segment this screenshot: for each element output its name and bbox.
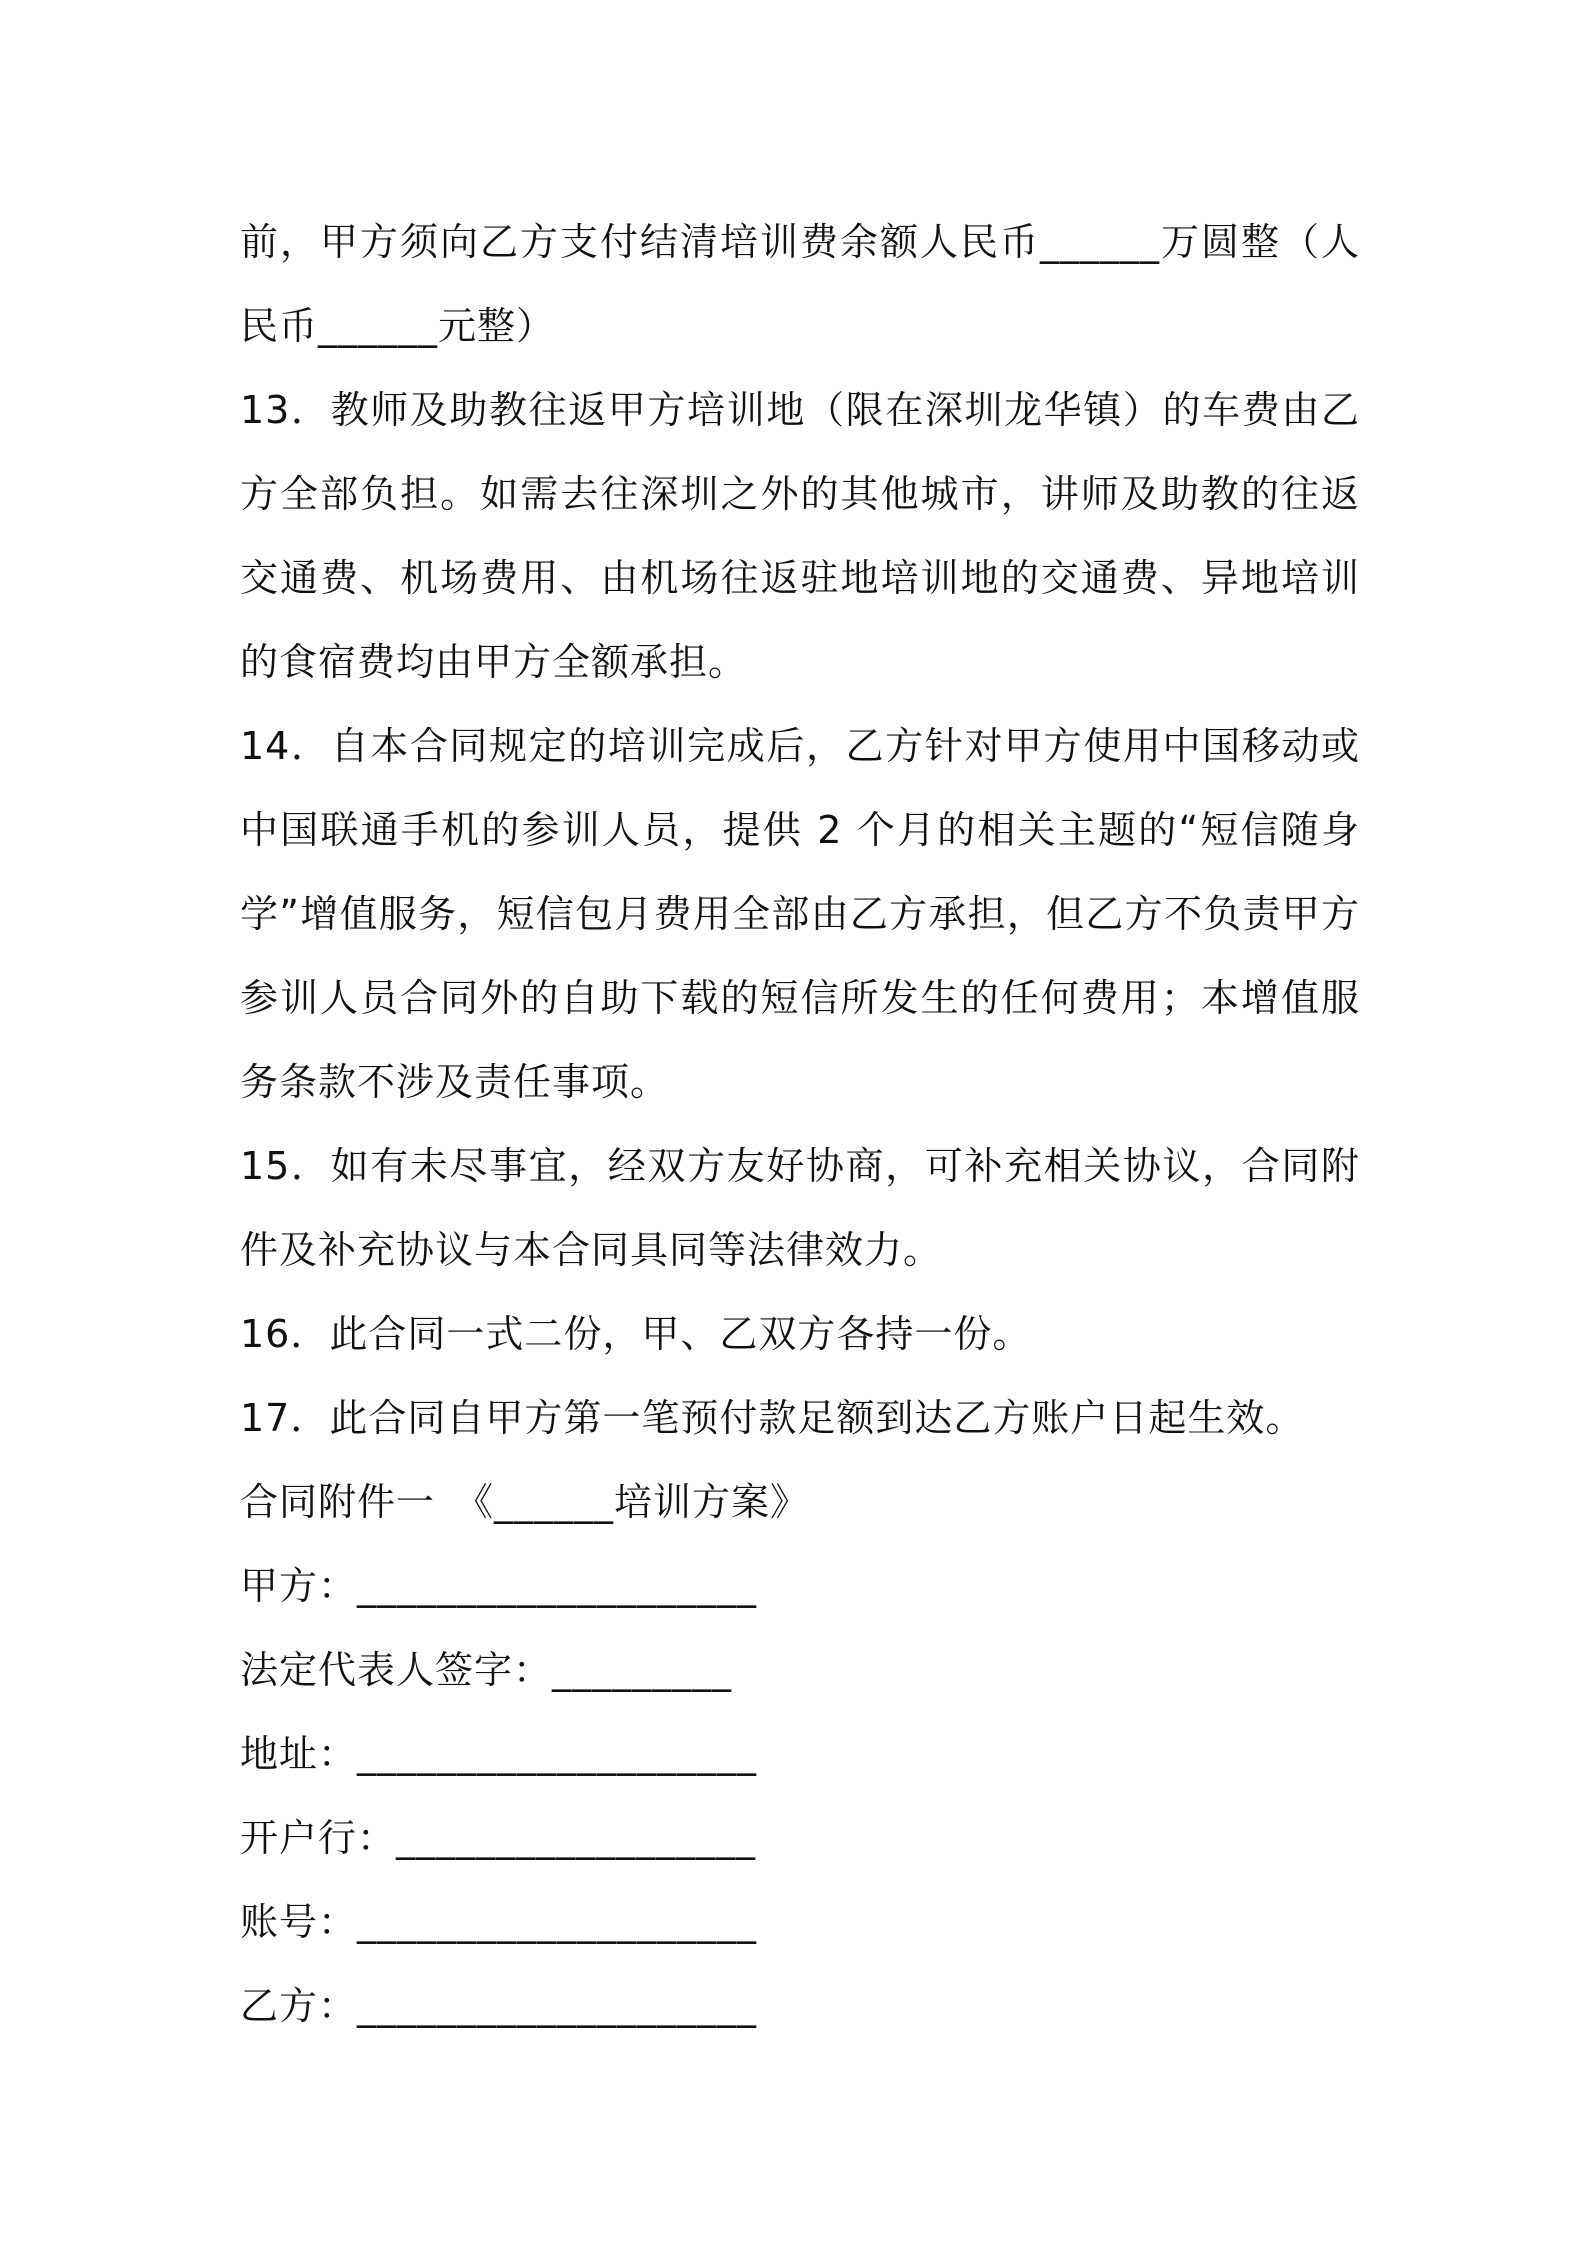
legal-rep-signature-field: 法定代表人签字：_________ [240, 1648, 733, 1692]
clause-13: 13．教师及助教往返甲方培训地（限在深圳龙华镇）的车费由乙方全部负担。如需去往深圳之外的其他城市，讲师及助教的往返交通费、机场费用、由机场往返驻地培训地的交通费、异地培训的食宿费均由甲方全额承担。 [240, 388, 1360, 684]
address-field: 地址：____________________ [240, 1732, 758, 1776]
clause-16: 16．此合同一式二份，甲、乙双方各持一份。 [240, 1312, 1032, 1356]
clause-15: 15．如有未尽事宜，经双方友好协商，可补充相关协议，合同附件及补充协议与本合同具同等法律效力。 [240, 1144, 1360, 1272]
account-field: 账号：____________________ [240, 1900, 758, 1944]
attachment-title: 合同附件一 《______培训方案》 [240, 1480, 810, 1524]
paragraph-payment-balance: 前，甲方须向乙方支付结清培训费余额人民币______万圆整（人民币______元整） [240, 220, 1360, 348]
clause-17: 17．此合同自甲方第一笔预付款足额到达乙方账户日起生效。 [240, 1396, 1305, 1440]
document-body [240, 200, 1360, 2048]
party-b-field: 乙方：____________________ [240, 1984, 758, 2028]
party-a-field: 甲方：____________________ [240, 1564, 758, 1608]
clause-14: 14．自本合同规定的培训完成后，乙方针对甲方使用中国移动或中国联通手机的参训人员，提供 2 个月的相关主题的“短信随身学”增值服务，短信包月费用全部由乙方承担，但乙方不负责甲方参训人员合同外的自助下载的短信所发生的任何费用；本增值服务条款不涉及责任事项。 [240, 724, 1360, 1104]
bank-field: 开户行：__________________ [240, 1816, 757, 1860]
